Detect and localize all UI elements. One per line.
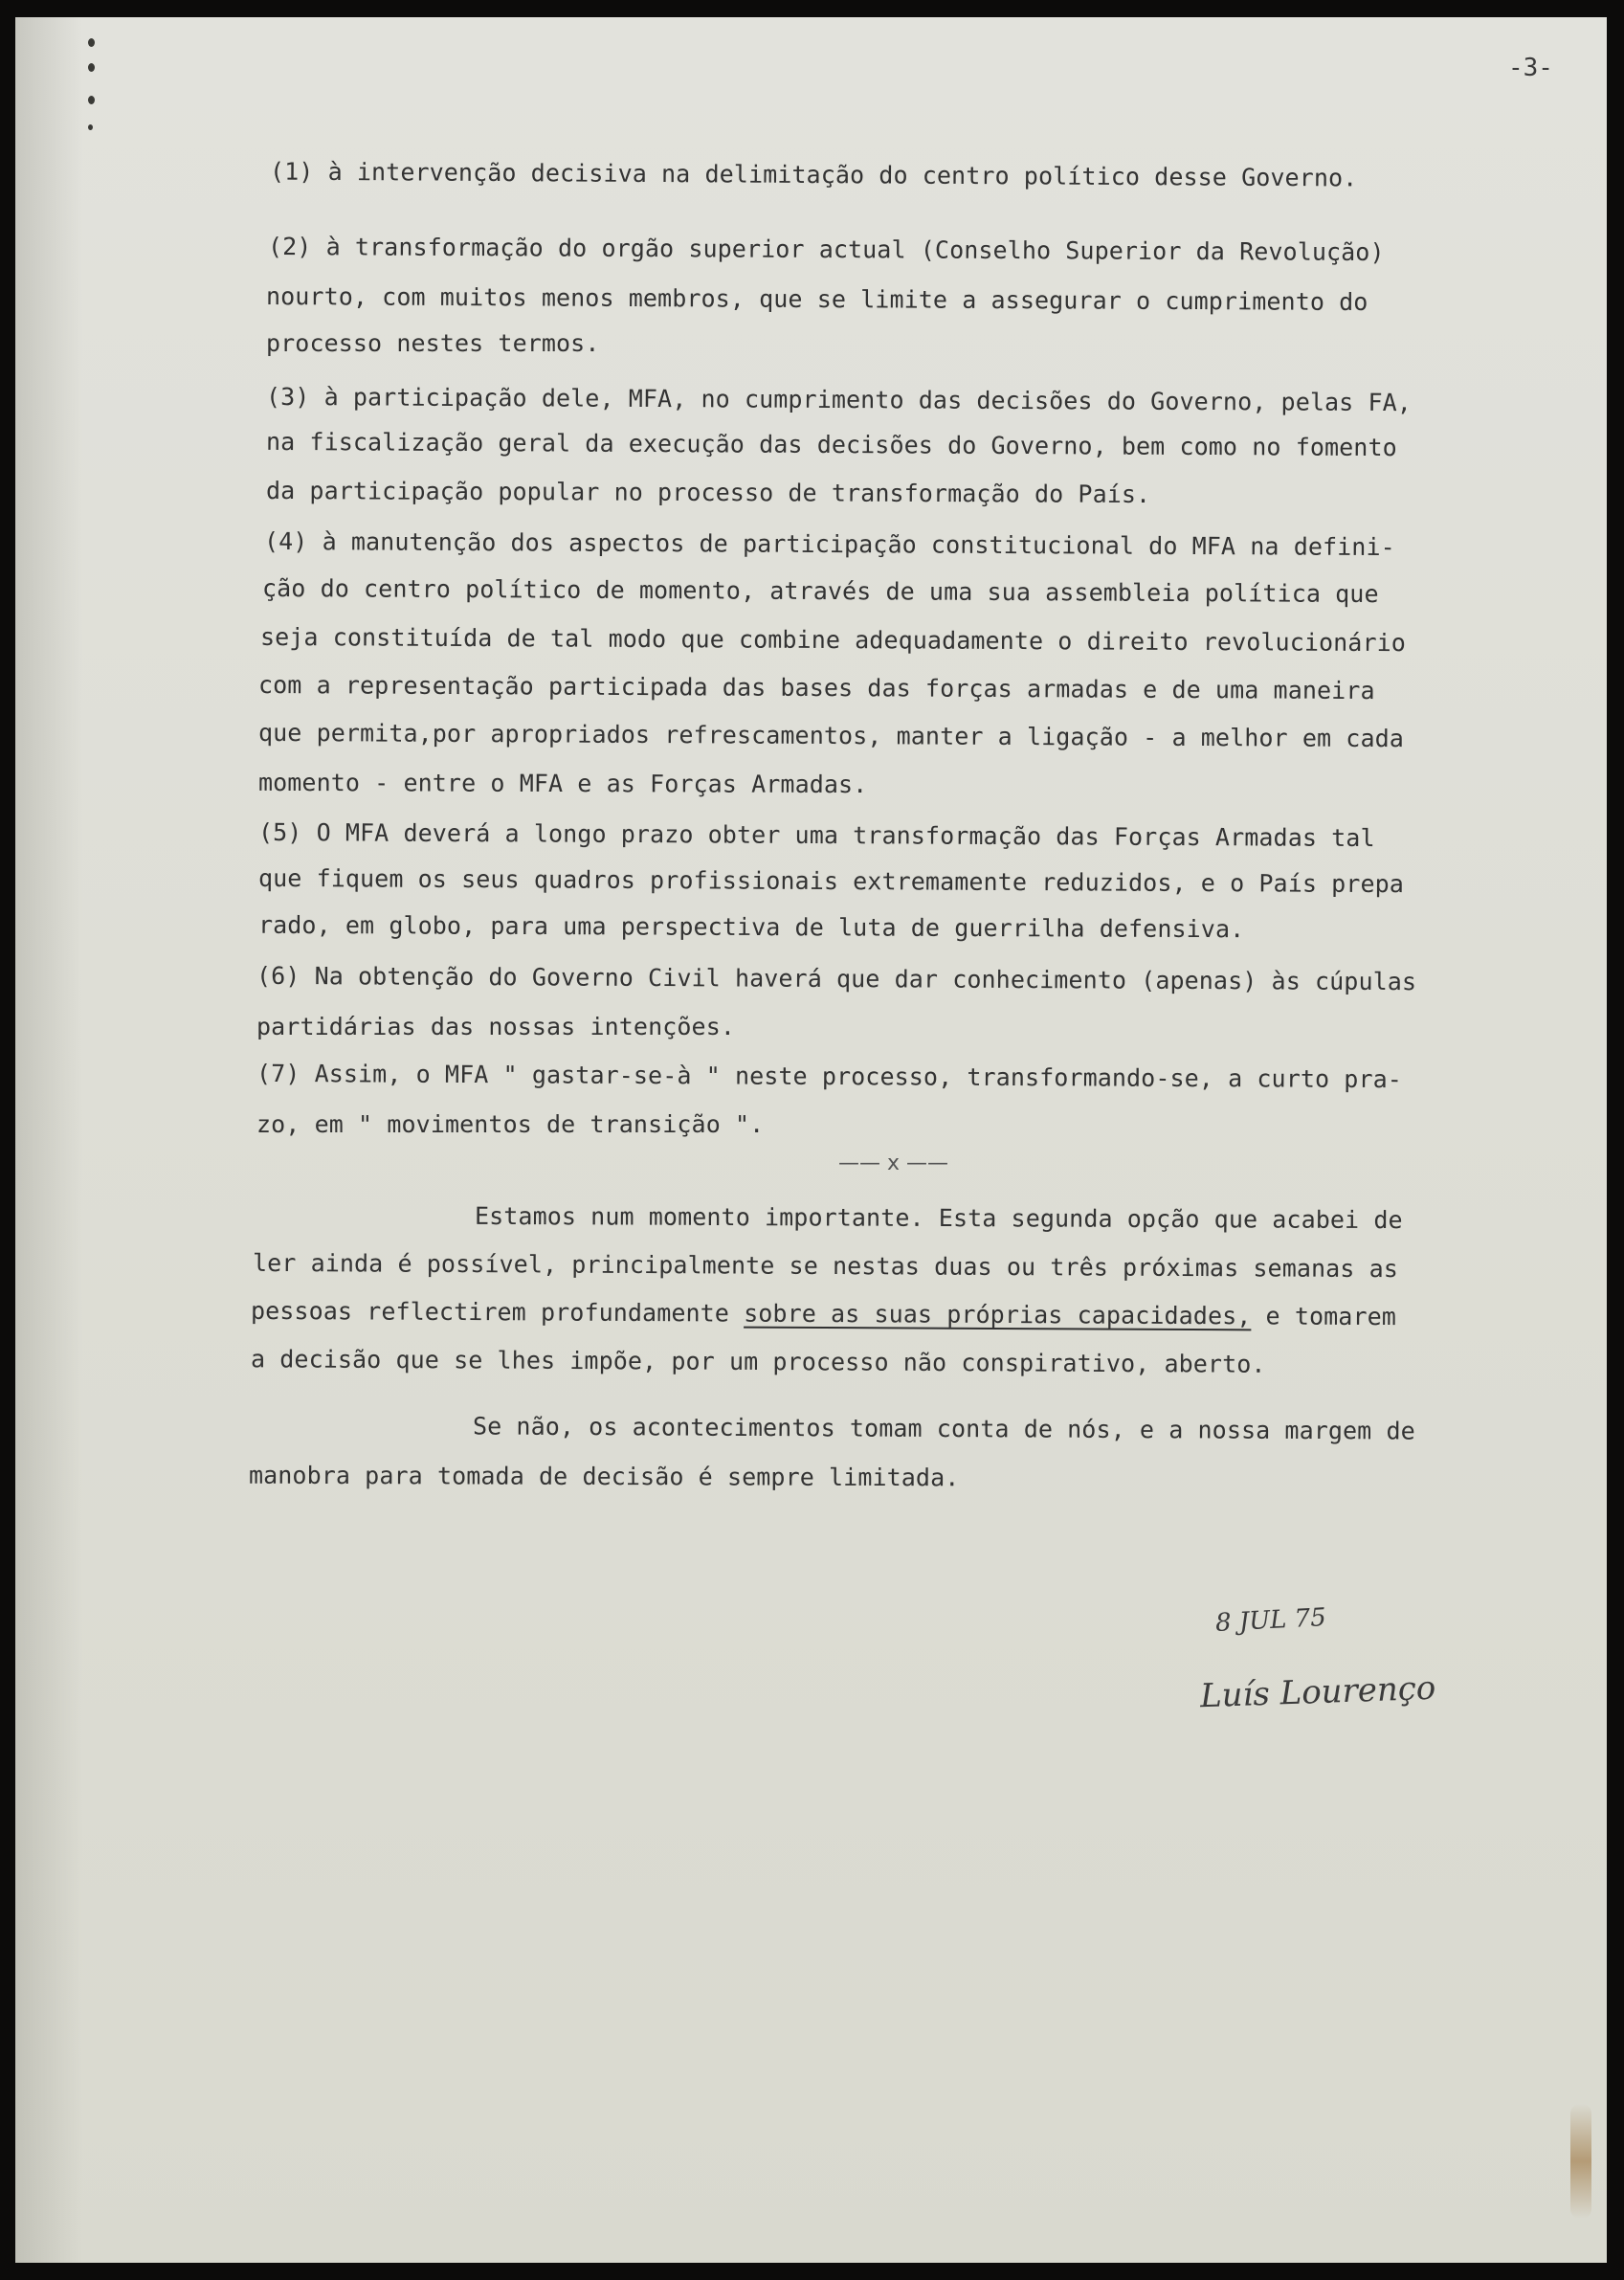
item-2-line-2: nourto, com muitos menos membros, que se limite a assegurar o cumprimento do: [265, 281, 1368, 317]
binder-hole-mark: [88, 38, 95, 47]
binder-hole-mark: [88, 124, 93, 130]
document-page: [15, 17, 1607, 2263]
item-4-line-4: com a representação participada das bases das forças armadas e de uma maneira: [257, 670, 1375, 705]
handwritten-date: 8 JUL 75: [1214, 1602, 1327, 1639]
paper-stain: [1570, 2104, 1591, 2219]
item-2-line-1: (2) à transformação do orgão superior actual (Conselho Superior da Revolução): [267, 232, 1385, 267]
item-5-line-2: que fiquem os seus quadros profissionais extremamente reduzidos, e o País prepa: [257, 863, 1405, 899]
binder-hole-mark: [88, 63, 95, 72]
item-2-line-3: processo nestes termos.: [266, 329, 600, 357]
item-3-line-1: (3) à participação dele, MFA, no cumprimento das decisões do Governo, pelas FA,: [265, 382, 1413, 417]
paragraph-1-line-3-start: pessoas reflectirem profundamente: [250, 1296, 745, 1328]
item-4-line-2: ção do centro político de momento, através de uma sua assembleia política que: [261, 573, 1379, 609]
page-number: -3-: [1508, 54, 1553, 82]
item-6-line-2: partidárias das nossas intenções.: [256, 1013, 735, 1040]
paragraph-2-line-1: Se não, os acontecimentos tomam conta de nós, e a nossa margem de: [472, 1412, 1415, 1445]
underlined-phrase: sobre as suas próprias capacidades,: [744, 1299, 1252, 1330]
paragraph-1-line-3: [251, 1297, 1396, 1330]
paragraph-2-line-2: manobra para tomada de decisão é sempre limitada.: [248, 1461, 960, 1492]
item-7-line-2: zo, em " movimentos de transição ".: [256, 1110, 765, 1138]
section-separator: —— x ——: [838, 1151, 949, 1175]
item-3-line-2: na fiscalização geral da execução das decisões do Governo, bem como no fomento: [265, 427, 1397, 462]
paragraph-1-line-2: ler ainda é possível, principalmente se nestas duas ou três próximas semanas as: [252, 1248, 1399, 1284]
item-4-line-6: momento - entre o MFA e as Forças Armadas.: [257, 768, 868, 799]
handwritten-signature: Luís Lourenço: [1199, 1668, 1436, 1716]
item-5-line-1: (5) O MFA deverá a longo prazo obter uma transformação das Forças Armadas tal: [257, 817, 1375, 853]
paragraph-1-line-4: a decisão que se lhes impõe, por um processo não conspirativo, aberto.: [250, 1345, 1266, 1378]
item-4-line-3: seja constituída de tal modo que combine adequadamente o direito revolucionário: [259, 622, 1407, 658]
item-3-line-3: da participação popular no processo de transformação do País.: [265, 476, 1151, 509]
binder-hole-mark: [88, 96, 95, 104]
item-7-line-1: (7) Assim, o MFA " gastar-se-à " neste processo, transformando-se, a curto pra-: [256, 1059, 1403, 1094]
item-5-line-3: rado, em globo, para uma perspectiva de luta de guerrilha defensiva.: [257, 910, 1245, 944]
paragraph-1-line-1: Estamos num momento importante. Esta segunda opção que acabei de: [474, 1201, 1403, 1235]
item-1-line-1: (1) à intervenção decisiva na delimitação do centro político desse Governo.: [269, 157, 1358, 192]
paragraph-1-line-3-end: e tomarem: [1251, 1302, 1397, 1331]
item-4-line-5: que permita,por apropriados refrescamentos, manter a ligação - a melhor em cada: [257, 718, 1405, 753]
item-6-line-1: (6) Na obtenção do Governo Civil haverá que dar conhecimento (apenas) às cúpulas: [256, 961, 1417, 996]
item-4-line-1: (4) à manutenção dos aspectos de participação constitucional do MFA na defini-: [263, 526, 1395, 562]
